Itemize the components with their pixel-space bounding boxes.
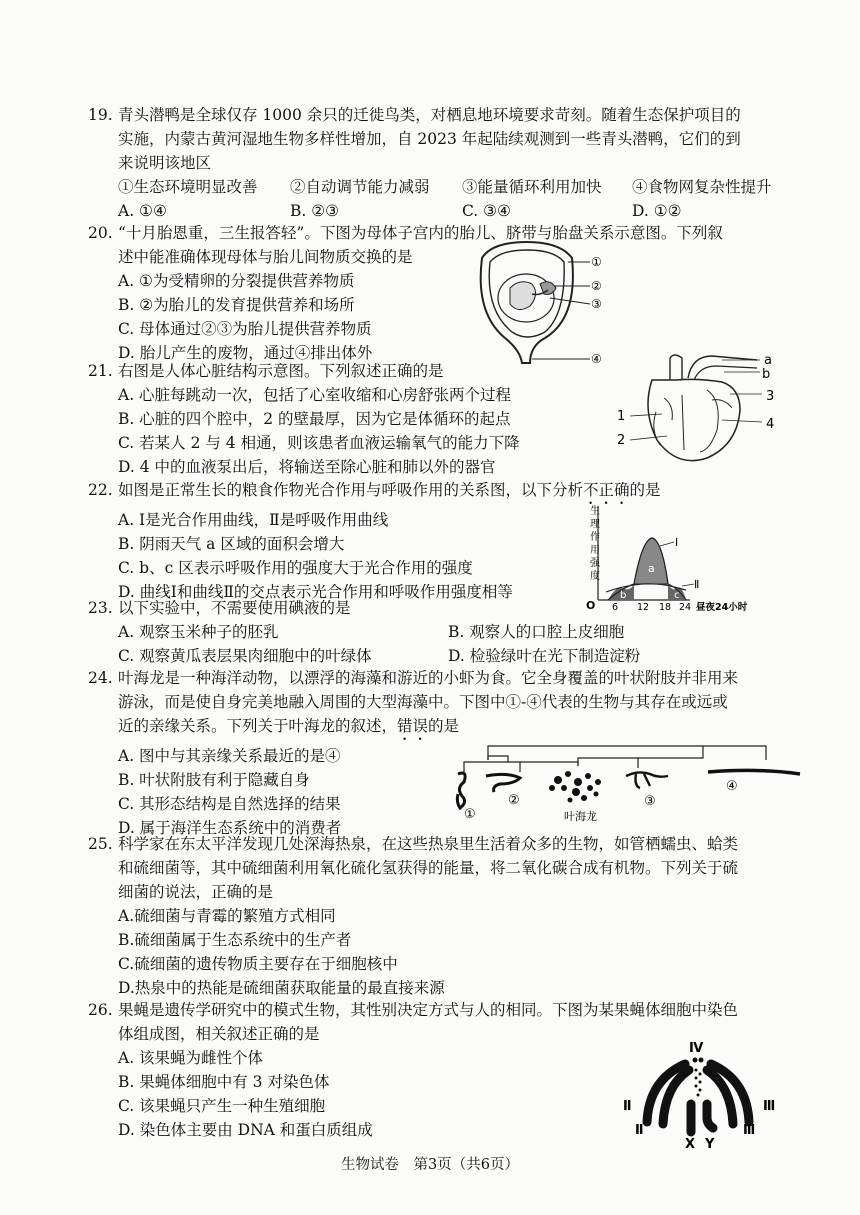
chart-origin: O — [586, 599, 596, 612]
option-d[interactable]: D. 检验绿叶在光下制造淀粉 — [448, 647, 641, 665]
question-stem: 科学家在东太平洋发现几处深海热泉，在这些热泉里生活着众多的生物，如管栖蠕虫、蛤类 — [118, 835, 739, 853]
diagram-label-3: ③ — [591, 297, 602, 311]
option-a[interactable]: A.硫细菌与青霉的繁殖方式相同 — [118, 907, 336, 925]
emphasis-text: 不正确 — [583, 481, 630, 499]
option-c[interactable]: C. 该果蝇只产生一种生殖细胞 — [118, 1097, 326, 1115]
region-c-label: c — [674, 590, 680, 601]
x-tick-label: 18 — [659, 602, 672, 612]
option-a[interactable]: A. 该果蝇为雌性个体 — [118, 1049, 264, 1067]
question-stem: 如图是正常生长的粮食作物光合作用与呼吸作用的关系图，以下分析 — [118, 481, 584, 499]
option-a[interactable]: A. ①④ — [118, 202, 167, 220]
question-stem: 细菌的说法，正确的是 — [118, 883, 274, 901]
y-axis-label: 度 — [590, 571, 600, 582]
option-a[interactable]: A. ①为受精卵的分裂提供营养物质 — [118, 272, 355, 290]
option-b[interactable]: B. 果蝇体细胞中有 3 对染色体 — [118, 1073, 330, 1091]
y-axis-label: 作 — [590, 532, 600, 543]
option-a[interactable]: A. 心脏每跳动一次，包括了心室收缩和心房舒张两个过程 — [118, 386, 512, 404]
option-a[interactable]: A. 图中与其亲缘关系最近的是④ — [118, 747, 341, 765]
question-number: 19. — [88, 106, 113, 124]
organism-label-1: ① — [464, 807, 476, 822]
heart-label-3: 3 — [766, 389, 775, 404]
question-stem: “十月胎恩重，三生报答轻”。下图为母体子宫内的胎儿、脐带与胎盘关系示意图。下列叙 — [118, 224, 723, 242]
question-number: 20. — [88, 224, 113, 242]
question-number: 25. — [88, 835, 113, 853]
option-d[interactable]: D.热泉中的热能是硫细菌获取能量的最直接来源 — [118, 979, 445, 997]
question-21 — [88, 359, 520, 479]
page-footer: 生物试卷 第3页（共6页） — [341, 1157, 519, 1173]
heart-diagram — [612, 350, 787, 475]
question-number: 21. — [88, 362, 113, 380]
option-b[interactable]: B. ②为胎儿的发育提供营养和场所 — [118, 296, 355, 314]
question-stem: 的是 — [629, 481, 661, 499]
diagram-label-4: ④ — [591, 352, 602, 366]
chromosome-label-iii: Ⅲ — [743, 1123, 756, 1138]
option-a[interactable]: A. Ⅰ是光合作用曲线，Ⅱ是呼吸作用曲线 — [118, 511, 389, 529]
option-a[interactable]: A. 观察玉米种子的胚乳 — [118, 623, 279, 641]
question-22 — [88, 478, 661, 604]
curve-1-label: Ⅰ — [675, 536, 679, 549]
question-number: 22. — [88, 481, 113, 499]
question-stem: 右图是人体心脏结构示意图。下列叙述正确的是 — [118, 362, 444, 380]
y-axis-label: 强 — [590, 558, 600, 569]
question-number: 23. — [88, 599, 113, 617]
option-c[interactable]: C.硫细菌的遗传物质主要存在于细胞核中 — [118, 955, 398, 973]
x-tick-label: 12 — [637, 602, 650, 612]
option-c[interactable]: C. ③④ — [462, 202, 511, 220]
chromosome-label-ii: Ⅱ — [623, 1099, 632, 1114]
option-b[interactable]: B. 阴雨天气 a 区域的面积会增大 — [118, 535, 345, 553]
organism-label-4: ④ — [726, 779, 738, 794]
question-stem: 果蝇是遗传学研究中的模式生物，其性别决定方式与人的相同。下图为某果蝇体细胞中染色 — [118, 1001, 739, 1019]
option-c[interactable]: C. 观察黄瓜表层果肉细胞中的叶绿体 — [118, 647, 372, 665]
option-c[interactable]: C. 母体通过②③为胎儿提供营养物质 — [118, 320, 372, 338]
question-number: 26. — [88, 1001, 113, 1019]
chromosome-label-x: X — [685, 1137, 696, 1152]
option-b[interactable]: B. 心脏的四个腔中，2 的壁最厚，因为它是体循环的起点 — [118, 410, 511, 428]
question-stem: 近的亲缘关系。下列关于叶海龙的叙述， — [118, 717, 398, 735]
option-c[interactable]: C. b、c 区表示呼吸作用的强度大于光合作用的强度 — [118, 559, 473, 577]
statement-item: ②自动调节能力减弱 — [290, 178, 430, 196]
phylogenetic-tree-diagram — [428, 722, 808, 822]
heart-label-4: 4 — [766, 417, 775, 432]
heart-label-2: 2 — [617, 433, 626, 448]
y-axis-label: 理 — [590, 519, 600, 530]
option-d[interactable]: D. 胎儿产生的废物，通过④排出体外 — [118, 344, 373, 362]
heart-label-b: b — [762, 367, 771, 382]
option-b[interactable]: B.硫细菌属于生态系统中的生产者 — [118, 931, 352, 949]
chromosome-label-iii: Ⅲ — [763, 1099, 776, 1114]
question-stem: 和硫细菌等，其中硫细菌利用氧化硫化氢获得的能量，将二氧化碳合成有机物。下列关于硫 — [118, 859, 739, 877]
statement-item: ④食物网复杂性提升 — [632, 178, 772, 196]
question-19 — [88, 103, 772, 223]
region-b-label: b — [620, 590, 627, 601]
x-tick-label: 6 — [612, 602, 619, 612]
option-c[interactable]: C. 若某人 2 与 4 相通，则该患者血液运输氧气的能力下降 — [118, 434, 520, 452]
uterus-fetus-diagram — [470, 238, 610, 368]
emphasis-text: 错误 — [397, 717, 429, 735]
chromosome-label-iv: Ⅳ — [689, 1041, 704, 1056]
option-c[interactable]: C. 其形态结构是自然选择的结果 — [118, 795, 341, 813]
option-b[interactable]: B. ②③ — [290, 202, 340, 220]
statement-item: ①生态环境明显改善 — [118, 178, 258, 196]
x-axis-label: 昼夜24小时 — [696, 602, 748, 612]
option-d[interactable]: D. ①② — [632, 202, 682, 220]
organism-label-2: ② — [508, 793, 520, 808]
option-d[interactable]: D. 属于海洋生态系统中的消费者 — [118, 819, 342, 837]
y-axis-label: 用 — [590, 545, 600, 556]
chromosome-diagram — [615, 1040, 785, 1152]
option-d[interactable]: D. 染色体主要由 DNA 和蛋白质组成 — [118, 1121, 373, 1139]
diagram-label-1: ① — [591, 255, 602, 269]
option-b[interactable]: B. 叶状附肢有利于隐藏自身 — [118, 771, 310, 789]
question-stem: 述中能准确体现母体与胎儿间物质交换的是 — [118, 248, 413, 266]
statement-list — [88, 175, 772, 199]
heart-label-1: 1 — [617, 409, 626, 424]
leafy-seadragon-caption: 叶海龙 — [564, 810, 597, 822]
question-number: 24. — [88, 669, 113, 687]
chromosome-label-y: Y — [705, 1137, 715, 1152]
question-stem: 青头潜鸭是全球仅存 1000 余只的迁徙鸟类，对栖息地环境要求苛刻。随着生态保护项目的 — [118, 106, 741, 124]
curve-2-label: Ⅱ — [694, 578, 700, 591]
y-axis-label: 生 — [590, 506, 600, 517]
option-d[interactable]: D. 曲线Ⅰ和曲线Ⅱ的交点表示光合作用和呼吸作用强度相等 — [118, 583, 513, 601]
question-stem: 来说明该地区 — [118, 154, 212, 172]
option-b[interactable]: B. 观察人的口腔上皮细胞 — [448, 623, 625, 641]
option-row — [88, 620, 778, 644]
chromosome-label-ii: Ⅱ — [635, 1123, 644, 1138]
region-a-label: a — [648, 562, 655, 575]
option-row — [88, 644, 778, 668]
option-list — [88, 199, 772, 223]
question-20 — [88, 221, 723, 365]
question-23 — [88, 596, 778, 668]
question-stem: 的是 — [428, 717, 460, 735]
question-25 — [88, 832, 738, 1000]
heart-label-a: a — [764, 353, 772, 368]
question-stem: 以下实验中，不需要使用碘液的是 — [118, 599, 351, 617]
option-d[interactable]: D. 4 中的血液泵出后，将输送至除心脏和肺以外的器官 — [118, 458, 496, 476]
organism-label-3: ③ — [644, 794, 656, 809]
diagram-label-2: ② — [591, 279, 602, 293]
question-stem: 实施，内蒙古黄河湿地生物多样性增加，自 2023 年起陆续观测到一些青头潜鸭，它们的到 — [118, 130, 741, 148]
question-stem: 游泳，而是使自身完美地融入周围的大型海藻中。下图中①-④代表的生物与其存在或远或 — [118, 693, 728, 711]
statement-item: ③能量循环利用加快 — [462, 178, 602, 196]
question-stem: 叶海龙是一种海洋动物，以漂浮的海藻和游近的小虾为食。它全身覆盖的叶状附肢并非用来 — [118, 669, 739, 687]
x-tick-label: 24 — [679, 602, 692, 612]
question-stem: 体组成图，相关叙述正确的是 — [118, 1025, 320, 1043]
